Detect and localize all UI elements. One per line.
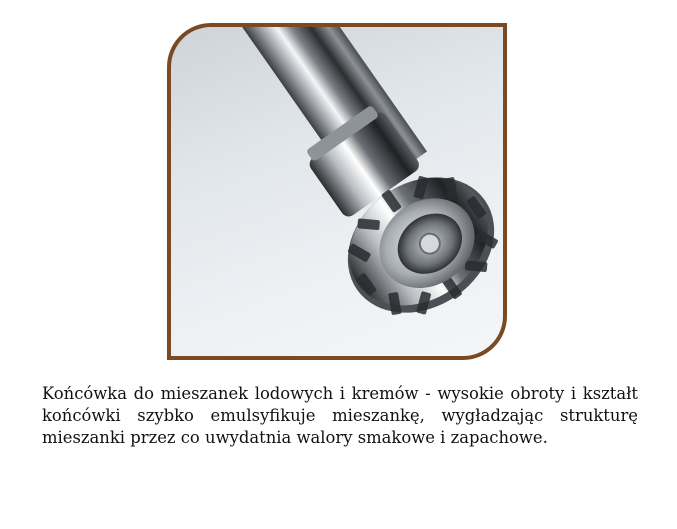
product-description: Końcówka do mieszanek lodowych i kremów - wysokie obroty i kształt końcówki szybko emulsyfikuje mieszankę, wygładzając strukturę mieszanki przez co uwydatnia walory smakowe i zapachowe.	[42, 384, 638, 447]
product-photo-frame	[167, 23, 507, 360]
blender-tip-icon	[171, 27, 503, 356]
